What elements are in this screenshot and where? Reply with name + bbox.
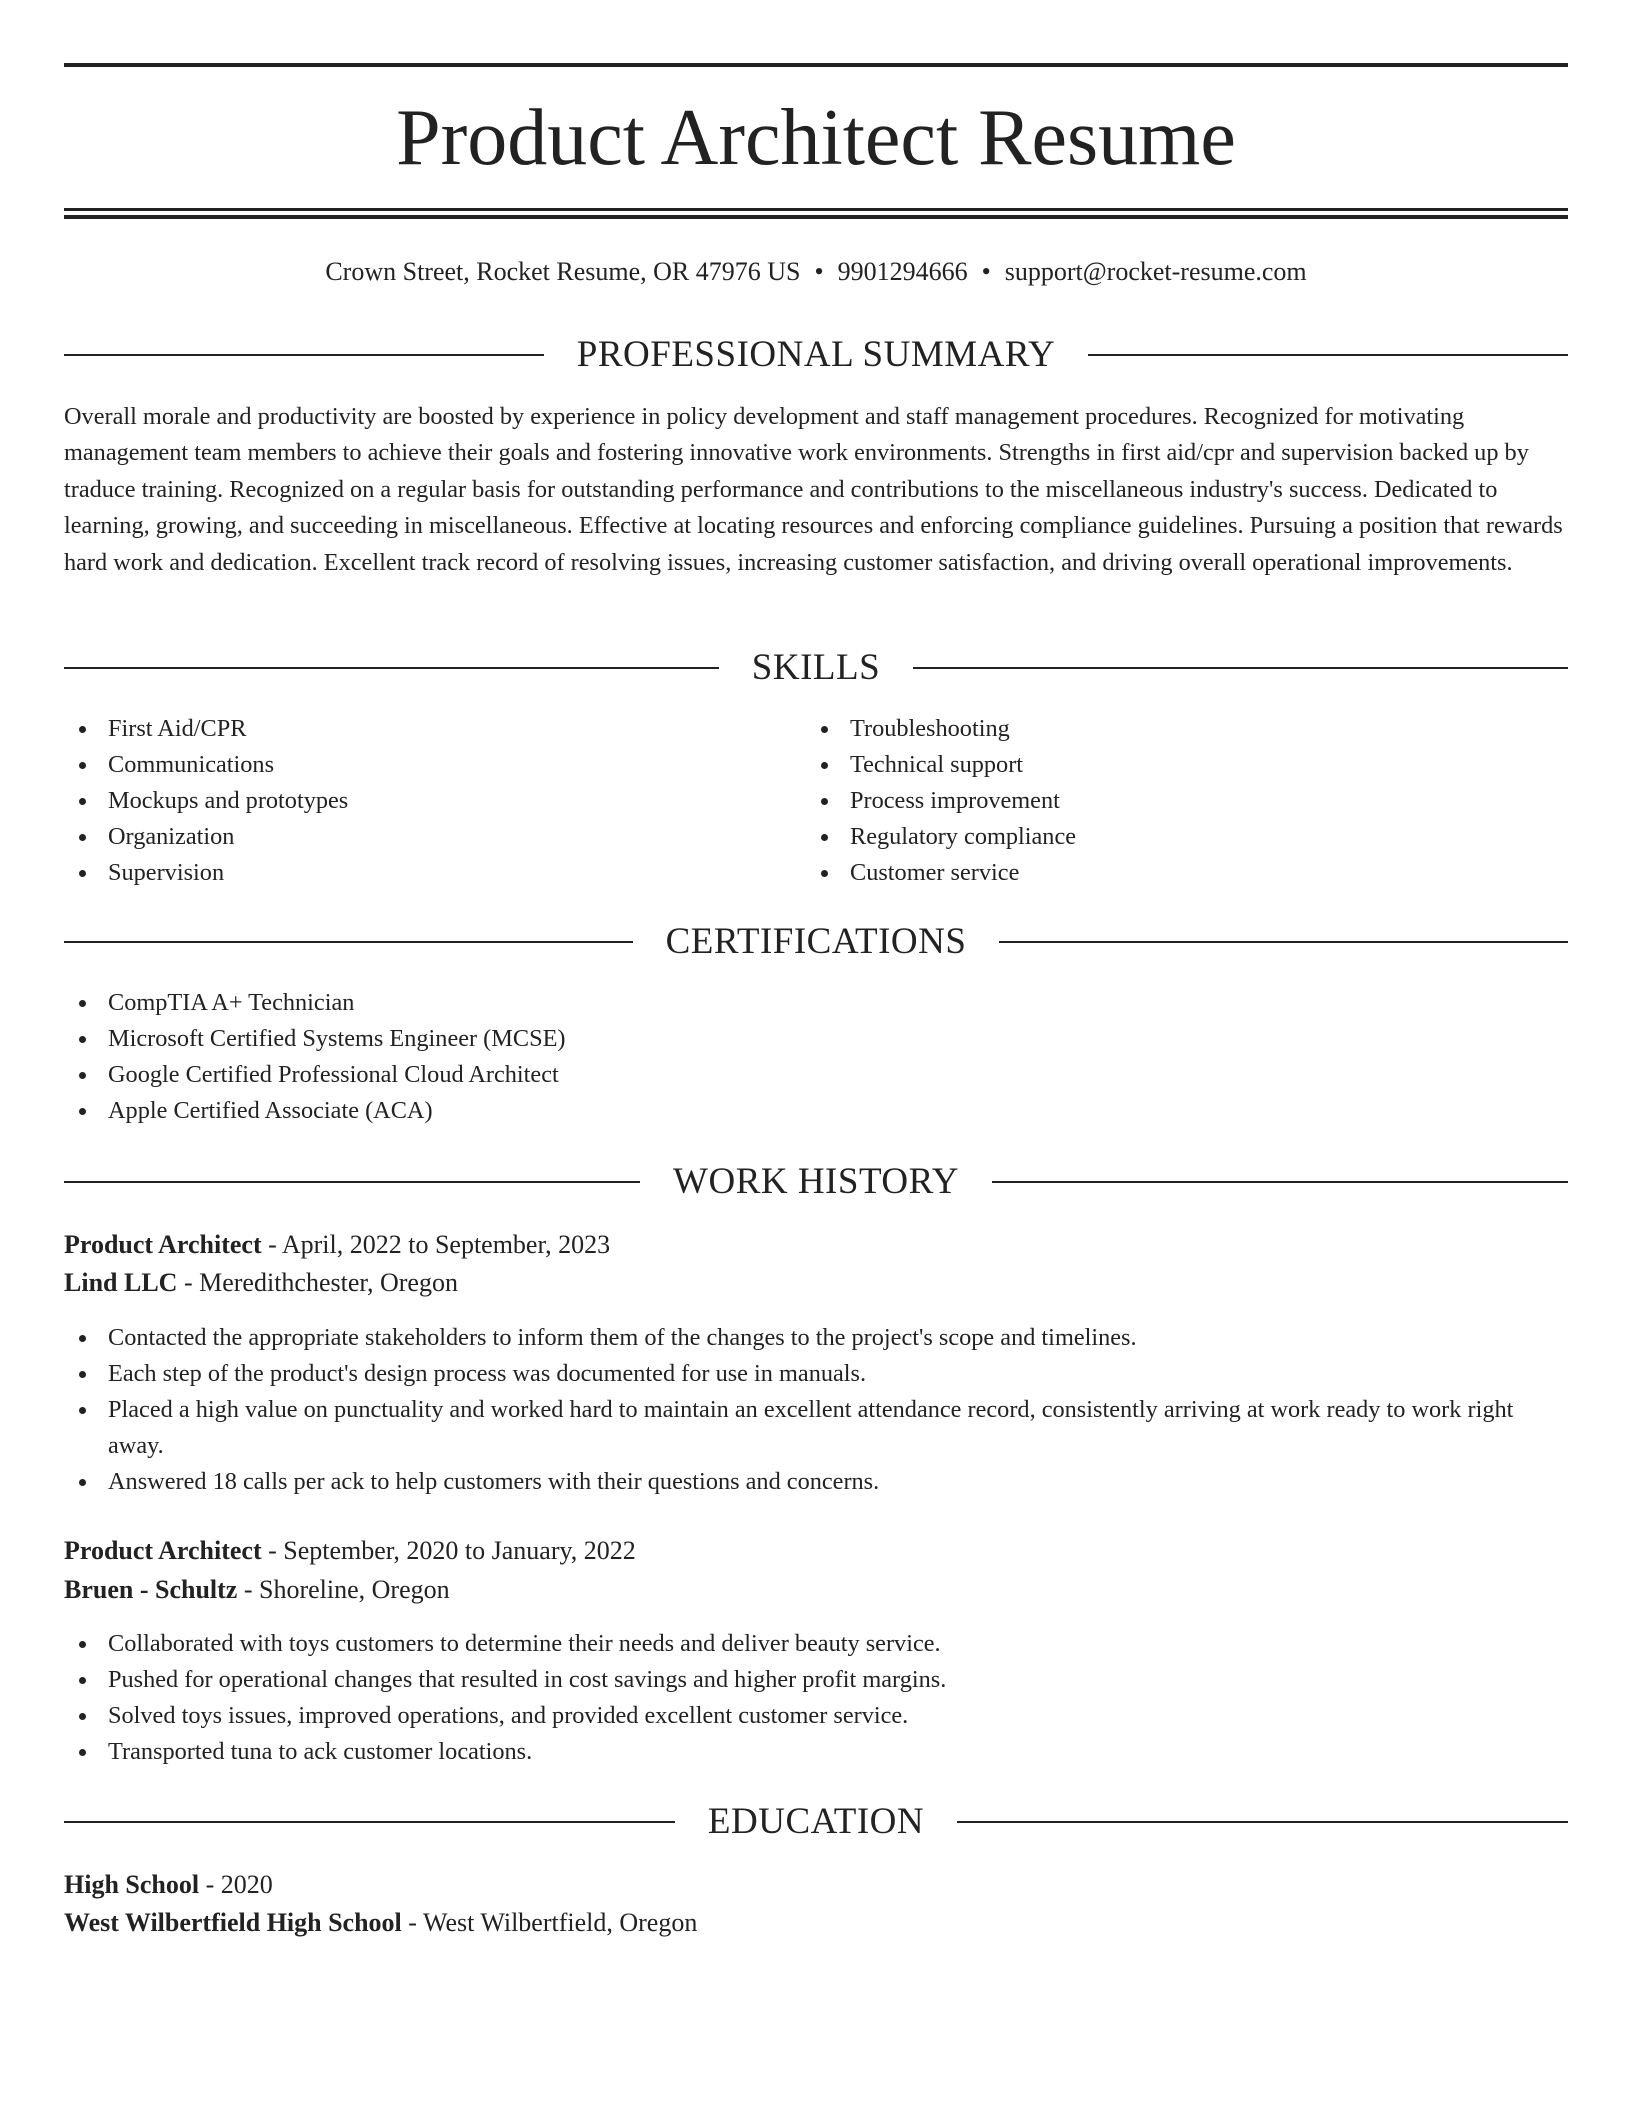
address: Crown Street, Rocket Resume, OR 47976 US xyxy=(325,257,801,286)
list-item: Apple Certified Associate (ACA) xyxy=(64,1093,1568,1129)
list-item: First Aid/CPR xyxy=(64,711,804,747)
job-dates: - September, 2020 to January, 2022 xyxy=(261,1536,636,1565)
skills-list-left xyxy=(64,711,804,891)
company-name: Bruen - Schultz xyxy=(64,1575,238,1604)
list-item: Transported tuna to ack customer locations. xyxy=(64,1734,1568,1770)
page-title: Product Architect Resume xyxy=(396,94,1236,182)
divider xyxy=(64,1821,675,1823)
contact-separator: • xyxy=(814,257,824,286)
list-item: Solved toys issues, improved operations, and provided excellent customer service. xyxy=(64,1698,1568,1734)
contact-separator: • xyxy=(981,257,991,286)
company-location: - Meredithchester, Oregon xyxy=(177,1268,458,1297)
certifications-list xyxy=(64,985,1568,1129)
divider xyxy=(913,667,1568,669)
list-item: Microsoft Certified Systems Engineer (MCSE) xyxy=(64,1021,1568,1057)
section-title: SKILLS xyxy=(751,647,881,688)
divider xyxy=(999,941,1568,943)
list-item: Answered 18 calls per ack to help customers with their questions and concerns. xyxy=(64,1464,1568,1500)
header-bottom-rule-thick xyxy=(64,215,1568,219)
list-item: Mockups and prototypes xyxy=(64,783,804,819)
job-title: Product Architect xyxy=(64,1536,262,1565)
job-dates: - April, 2022 to September, 2023 xyxy=(261,1230,611,1259)
divider xyxy=(1088,354,1568,356)
list-item: Each step of the product's design process was documented for use in manuals. xyxy=(64,1356,1568,1392)
degree: High School xyxy=(64,1870,200,1899)
list-item: Customer service xyxy=(806,855,1546,891)
header-top-rule xyxy=(64,63,1568,67)
company-name: Lind LLC xyxy=(64,1268,178,1297)
section-title: PROFESSIONAL SUMMARY xyxy=(576,334,1056,375)
list-item: Troubleshooting xyxy=(806,711,1546,747)
section-title: CERTIFICATIONS xyxy=(665,921,967,962)
list-item: Technical support xyxy=(806,747,1546,783)
job-bullets xyxy=(64,1320,1568,1500)
divider xyxy=(64,1181,640,1183)
list-item: Pushed for operational changes that resulted in cost savings and higher profit margins. xyxy=(64,1662,1568,1698)
list-item: Contacted the appropriate stakeholders to inform them of the changes to the project's scope and timelines. xyxy=(64,1320,1568,1356)
education-degree-line xyxy=(64,1866,1568,1904)
section-heading-skills xyxy=(64,643,1568,693)
job-company-line xyxy=(64,1264,1568,1302)
list-item: Placed a high value on punctuality and worked hard to maintain an excellent attendance record, consistently arriving at work ready to work right away. xyxy=(64,1392,1568,1464)
divider xyxy=(64,941,633,943)
section-title: WORK HISTORY xyxy=(673,1161,959,1202)
divider xyxy=(64,667,719,669)
list-item: Google Certified Professional Cloud Architect xyxy=(64,1057,1568,1093)
section-title: EDUCATION xyxy=(707,1801,925,1842)
company-location: - Shoreline, Oregon xyxy=(237,1575,450,1604)
list-item: Organization xyxy=(64,819,804,855)
header-bottom-rule xyxy=(64,208,1568,211)
education-school-line xyxy=(64,1904,1568,1942)
list-item: Communications xyxy=(64,747,804,783)
list-item: Supervision xyxy=(64,855,804,891)
school-name: West Wilbertfield High School xyxy=(64,1908,402,1937)
divider xyxy=(992,1181,1568,1183)
list-item: CompTIA A+ Technician xyxy=(64,985,1568,1021)
school-location: - West Wilbertfield, Oregon xyxy=(401,1908,698,1937)
divider xyxy=(64,354,544,356)
section-heading-certifications xyxy=(64,917,1568,967)
job-title-line xyxy=(64,1532,1568,1570)
job-title: Product Architect xyxy=(64,1230,262,1259)
divider xyxy=(957,1821,1568,1823)
summary-text: Overall morale and productivity are boosted by experience in policy development and staff management procedures. Recognized for motivating management team members to achieve their goals and fostering innovative work environments. Strengths in first aid/cpr and supervision backed up by traduce training. Recognized on a regular basis for outstanding performance and contributions to the miscellaneous industry's success. Dedicated to learning, growing, and succeeding in miscellaneous. Effective at locating resources and enforcing compliance guidelines. Pursuing a position that rewards hard work and dedication. Excellent track record of resolving issues, increasing customer satisfaction, and driving overall operational improvements. xyxy=(64,403,1563,576)
list-item: Collaborated with toys customers to determine their needs and deliver beauty service. xyxy=(64,1626,1568,1662)
job-bullets xyxy=(64,1626,1568,1770)
section-heading-education xyxy=(64,1797,1568,1847)
contact-info xyxy=(64,252,1568,292)
phone: 9901294666 xyxy=(837,257,968,286)
graduation-year: - 2020 xyxy=(199,1870,273,1899)
list-item: Process improvement xyxy=(806,783,1546,819)
skills-list-right xyxy=(806,711,1546,891)
list-item: Regulatory compliance xyxy=(806,819,1546,855)
section-heading-work-history xyxy=(64,1157,1568,1207)
email-link[interactable]: support@rocket-resume.com xyxy=(1004,257,1307,286)
section-heading-summary xyxy=(64,330,1568,380)
job-company-line xyxy=(64,1571,1568,1609)
job-title-line xyxy=(64,1226,1568,1264)
